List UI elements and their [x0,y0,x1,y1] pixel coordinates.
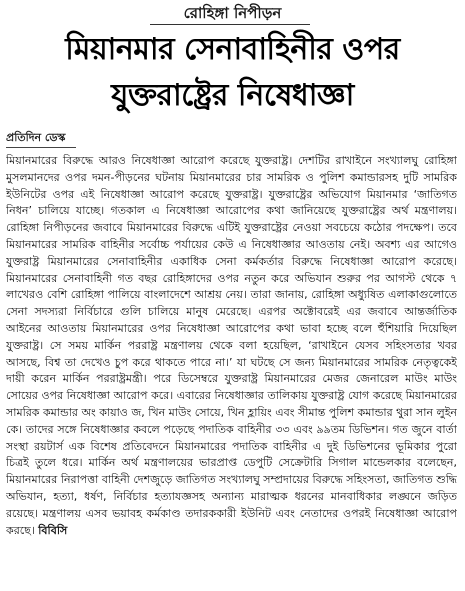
desk-underline [6,147,76,148]
article-body [6,153,457,589]
headline-line-1: মিয়ানমার সেনাবাহিনীর ওপর [65,32,400,67]
headline-line-2: যুক্তরাষ্ট্রের নিষেধাজ্ঞা [111,78,354,113]
kicker: রোহিঙ্গা নিপীড়ন [183,4,282,22]
article-text: মিয়ানমারের বিরুদ্ধে আরও নিষেধাজ্ঞা আরোপ করেছে যুক্তরাষ্ট্র। দেশটির রাখাইনে সংখ্যালঘু রোহিঙ্গা মুসলমানদের ওপর দমন-পীড়নের ঘটনায় মিয়ানমারের চার সামরিক ও পুলিশ কমান্ডারসহ দুটি সামরিক ইউনিটের ওপর এই নিষেধাজ্ঞা আরোপ করেছে যুক্তরাষ্ট্র। যুক্তরাষ্ট্রের অভিযোগ মিয়ানমার ‘জাতিগত নিধন’ চালিয়ে যাচ্ছে। গতকাল এ নিষেধাজ্ঞা আরোপের কথা জানিয়েছে যুক্তরাষ্ট্রের অর্থ মন্ত্রণালয়। রোহিঙ্গা নিপীড়নের জবাবে মিয়ানমারের বিরুদ্ধে এটিই যুক্তরাষ্ট্রের নেওয়া সবচেয়ে কঠোর পদক্ষেপ। তবে মিয়ানমারের সামরিক বাহিনীর সর্বোচ্চ পর্যায়ের কেউ এ নিষেধাজ্ঞার আওতায় নেই। অবশ্য এর আগেও যুক্তরাষ্ট্র মিয়ানমারের সেনাবাহিনীর একাধিক সেনা কর্মকর্তার বিরুদ্ধে নিষেধাজ্ঞা আরোপ করেছে। মিয়ানমারের সেনাবাহিনী গত বছর রোহিঙ্গাদের ওপর নতুন করে অভিযান শুরুর পর আগস্ট থেকে ৭ লাখেরও বেশি রোহিঙ্গা পালিয়ে বাংলাদেশে আশ্রয় নেয়। তারা জানায়, রোহিঙ্গা অধ্যুষিত এলাকাগুলোতে সেনা সদস্যরা নির্বিচারে গুলি চালিয়ে মানুষ মেরেছে। এরপর অক্টোবরেই এর জবাবে আন্তর্জাতিক আইনের আওতায় মিয়ানমারের ওপর নিষেধাজ্ঞা আরোপের কথা ভাবা হচ্ছে বলে হুঁশিয়ারি দিয়েছিল যুক্তরাষ্ট্র। সে সময় মার্কিন পররাষ্ট্র মন্ত্রণালয় থেকে বলা হয়েছিল, ‘রাখাইনে যেসব সহিংসতার খবর আসছে, বিশ্ব তা দেখেও চুপ করে থাকতে পারে না।’ যা ঘটছে সে জন্য মিয়ানমারের সামরিক নেতৃত্বকেই দায়ী করেন মার্কিন পররাষ্ট্রমন্ত্রী। পরে ডিসেম্বরে যুক্তরাষ্ট্র মিয়ানমারের মেজর জেনারেল মাউং মাউং সোয়ের ওপর নিষেধাজ্ঞা আরোপ করে। এবারের নিষেধাজ্ঞার তালিকায় যুক্তরাষ্ট্র যোগ করেছে মিয়ানমারের সামরিক কমান্ডার অং কায়াও জ, খিন মাউং সোয়ে, খিন হ্লায়িং এবং সীমান্ত পুলিশ কমান্ডার থুরা সান লুইন কে। তাদের সঙ্গে নিষেধাজ্ঞার কবলে পড়েছে পদাতিক বাহিনীর ৩৩ এবং ৯৯তম ডিভিশন। গত জুনে বার্তা সংস্থা রয়টার্স এক বিশেষ প্রতিবেদনে মিয়ানমারের পদাতিক বাহিনীর এ দুই ডিভিশনের ভূমিকার পুরো চিত্রই তুলে ধরে। মার্কিন অর্থ মন্ত্রণালয়ের ভারপ্রাপ্ত ডেপুটি সেক্রেটারি সিগাল মান্ডেলকার বলেছেন, মিয়ানমারের নিরাপত্তা বাহিনী দেশজুড়ে জাতিগত সংখ্যালঘু সম্প্রদায়ের বিরুদ্ধে সহিংসতা, জাতিগত শুদ্ধি অভিযান, হত্যা, ধর্ষণ, নির্বিচার হত্যাযজ্ঞসহ অন্যান্য মারাত্মক ধরনের মানবাধিকার লঙ্ঘনে জড়িত রয়েছে। মন্ত্রণালয় এসব ভয়াবহ কর্মকাণ্ড তদারককারী ইউনিট এবং নেতাদের ওপরই নিষেধাজ্ঞা আরোপ করছে। [6,154,457,537]
kicker-underline [150,24,310,25]
desk-label: প্রতিদিন ডেস্ক [6,131,66,144]
byline: বিবিসি [38,523,68,537]
